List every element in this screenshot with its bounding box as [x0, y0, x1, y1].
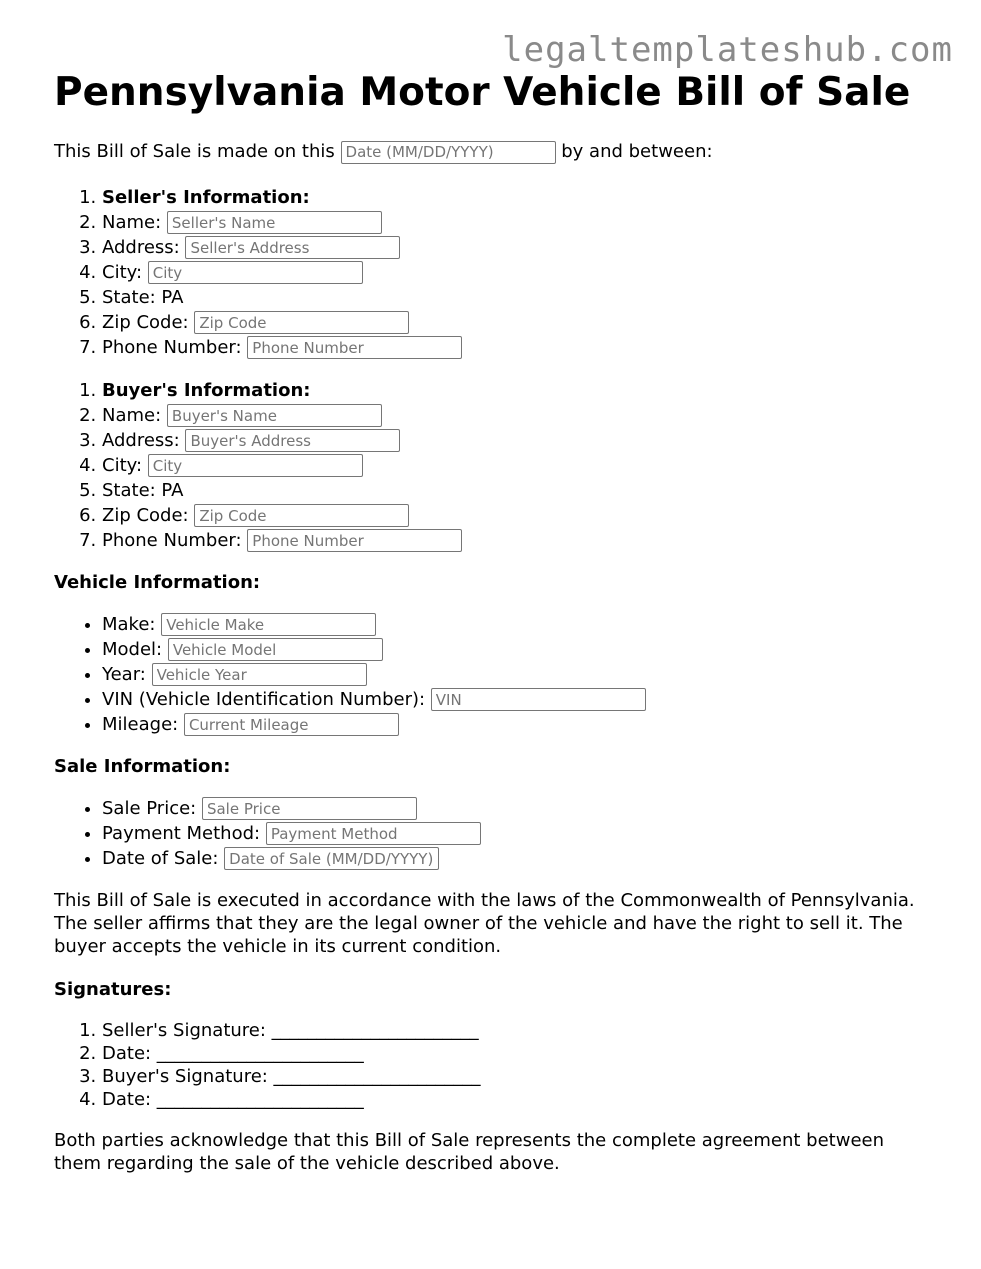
- sale-date-input[interactable]: [224, 847, 439, 870]
- buyer-phone-input[interactable]: [247, 529, 462, 552]
- vehicle-make-input[interactable]: [161, 613, 376, 636]
- seller-signature-line: 1. Seller's Signature: _______________________: [102, 1019, 934, 1042]
- buyer-name-row: 2. Name: Buyer's Name: [102, 403, 934, 428]
- intro-before: This Bill of Sale is made on this: [54, 141, 335, 162]
- watermark: legaltemplateshub.com: [502, 30, 953, 70]
- signatures-heading: Signatures:: [54, 978, 172, 1000]
- buyer-date-line: 4. Date: _______________________: [102, 1088, 934, 1111]
- sale-info-list: [54, 796, 934, 871]
- seller-address-row: 3. Address: Seller's Address: [102, 235, 934, 260]
- sale-price-row: • Sale Price: Sale Price: [102, 796, 934, 821]
- seller-zip-row: 6. Zip Code: Zip Code: [102, 310, 934, 335]
- buyer-heading: 1. Buyer's Information:: [102, 378, 934, 403]
- vehicle-mileage-row: • Mileage: Current Mileage: [102, 712, 934, 737]
- vehicle-make-row: • Make: Vehicle Make: [102, 612, 934, 637]
- document-body: [54, 140, 934, 1175]
- agreement-date-input[interactable]: [341, 141, 556, 164]
- sale-price-input[interactable]: [202, 797, 417, 820]
- buyer-city-input[interactable]: [148, 454, 363, 477]
- law-paragraph: This Bill of Sale is executed in accordance with the laws of the Commonwealth of Pennsylvania. The seller affirms that they are the legal owner of the vehicle and have the right to sell it. The buyer accepts the vehicle in its current condition.: [54, 889, 915, 957]
- vehicle-vin-input[interactable]: [431, 688, 646, 711]
- buyer-zip-input[interactable]: [194, 504, 409, 527]
- vehicle-model-row: • Model: Vehicle Model: [102, 637, 934, 662]
- vehicle-year-input[interactable]: [152, 663, 367, 686]
- buyer-zip-row: 6. Zip Code: Zip Code: [102, 503, 934, 528]
- seller-city-input[interactable]: [148, 261, 363, 284]
- sale-heading: Sale Information:: [54, 755, 231, 777]
- closing-paragraph: Both parties acknowledge that this Bill of Sale represents the complete agreement between them regarding the sale of the vehicle described above.: [54, 1129, 884, 1174]
- buyer-name-input[interactable]: [167, 404, 382, 427]
- vehicle-mileage-input[interactable]: [184, 713, 399, 736]
- vehicle-info-list: [54, 612, 934, 737]
- buyer-address-input[interactable]: [185, 429, 400, 452]
- buyer-address-row: 3. Address: Buyer's Address: [102, 428, 934, 453]
- buyer-state-row: 5. State: PA: [102, 478, 934, 503]
- seller-city-row: 4. City: City: [102, 260, 934, 285]
- seller-phone-input[interactable]: [247, 336, 462, 359]
- seller-state-row: 5. State: PA: [102, 285, 934, 310]
- seller-info-list: [54, 185, 934, 360]
- buyer-phone-row: 7. Phone Number: Phone Number: [102, 528, 934, 553]
- vehicle-year-row: • Year: Vehicle Year: [102, 662, 934, 687]
- page-title: Pennsylvania Motor Vehicle Bill of Sale: [54, 70, 911, 115]
- payment-method-input[interactable]: [266, 822, 481, 845]
- seller-date-line: 2. Date: _______________________: [102, 1042, 934, 1065]
- payment-method-row: • Payment Method: Payment Method: [102, 821, 934, 846]
- sale-date-row: • Date of Sale: Date of Sale (MM/DD/YYYY): [102, 846, 934, 871]
- vehicle-vin-row: • VIN (Vehicle Identification Number): VIN: [102, 687, 934, 712]
- intro-after: by and between:: [561, 141, 713, 162]
- buyer-signature-line: 3. Buyer's Signature: _______________________: [102, 1065, 934, 1088]
- vehicle-heading: Vehicle Information:: [54, 571, 261, 593]
- seller-phone-row: 7. Phone Number: Phone Number: [102, 335, 934, 360]
- seller-name-row: 2. Name: Seller's Name: [102, 210, 934, 235]
- vehicle-model-input[interactable]: [168, 638, 383, 661]
- buyer-city-row: 4. City: City: [102, 453, 934, 478]
- buyer-info-list: [54, 378, 934, 553]
- seller-address-input[interactable]: [185, 236, 400, 259]
- intro-line: [54, 140, 934, 164]
- signatures-list: [54, 1019, 934, 1111]
- seller-zip-input[interactable]: [194, 311, 409, 334]
- seller-name-input[interactable]: [167, 211, 382, 234]
- seller-heading: 1. Seller's Information:: [102, 185, 934, 210]
